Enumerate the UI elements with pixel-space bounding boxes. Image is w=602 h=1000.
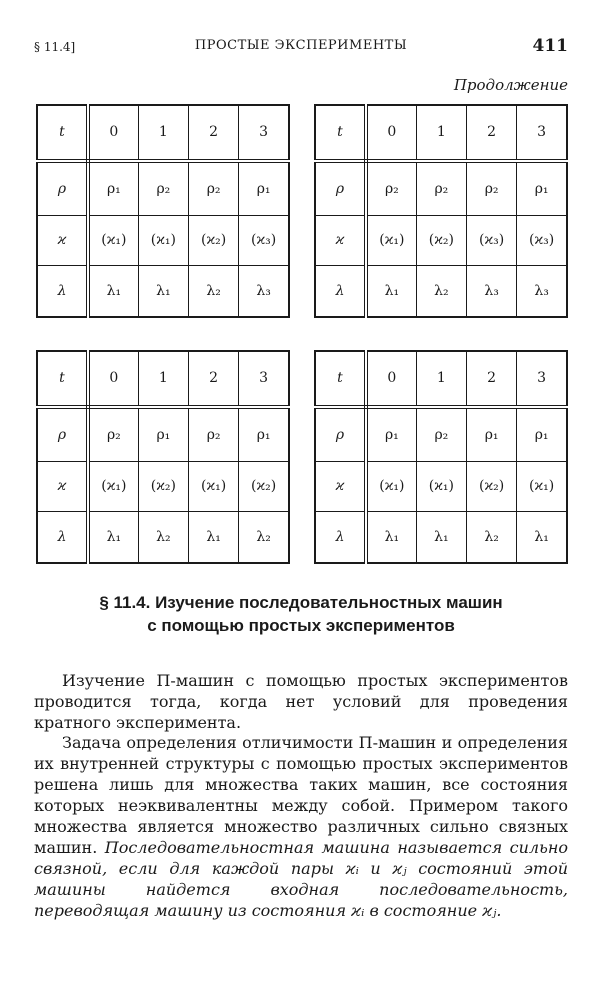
table-row xyxy=(315,105,567,161)
table-cell: λ₂ xyxy=(189,265,239,317)
table-cell: ρ₂ xyxy=(467,161,517,215)
table-cell: λ₂ xyxy=(416,265,466,317)
table-cell: (ϰ₁) xyxy=(366,215,416,265)
table-row xyxy=(315,461,567,511)
page-header xyxy=(34,38,568,58)
table-cell: (ϰ₁) xyxy=(189,461,239,511)
table-cell: (ϰ₃) xyxy=(467,215,517,265)
table-cell: ρ₂ xyxy=(189,161,239,215)
table-cell: ρ₂ xyxy=(189,407,239,461)
table-cell: ρ₂ xyxy=(138,161,188,215)
table-cell: λ₁ xyxy=(366,265,416,317)
table-cell: 3 xyxy=(239,351,289,407)
table-cell: ρ₁ xyxy=(239,161,289,215)
paragraph-1: Изучение П-машин с помощью простых экспериментов проводится тогда, когда нет условий для проведения кратного эксперимента. xyxy=(34,671,568,732)
table-cell: 1 xyxy=(416,351,466,407)
table-cell: λ₂ xyxy=(467,511,517,563)
row-label: λ xyxy=(37,265,88,317)
table-row xyxy=(315,265,567,317)
table-cell: λ₁ xyxy=(416,511,466,563)
table-row xyxy=(37,215,289,265)
table-cell: 1 xyxy=(138,351,188,407)
table-cell: (ϰ₁) xyxy=(138,215,188,265)
row-label: ρ xyxy=(315,407,366,461)
table-cell: (ϰ₂) xyxy=(189,215,239,265)
row-label: ϰ xyxy=(37,461,88,511)
table-cell: (ϰ₁) xyxy=(416,461,466,511)
row-label: ρ xyxy=(37,407,88,461)
table-cell: λ₁ xyxy=(88,265,138,317)
table-cell: (ϰ₁) xyxy=(517,461,567,511)
state-table-1 xyxy=(36,104,290,318)
table-row xyxy=(315,511,567,563)
table-cell: (ϰ₃) xyxy=(517,215,567,265)
table-cell: (ϰ₂) xyxy=(467,461,517,511)
table-row xyxy=(37,265,289,317)
table-cell: 0 xyxy=(88,105,138,161)
table-cell: 3 xyxy=(517,351,567,407)
header-title: ПРОСТЫЕ ЭКСПЕРИМЕНТЫ xyxy=(194,38,408,53)
table-cell: (ϰ₂) xyxy=(138,461,188,511)
table-cell: λ₁ xyxy=(189,511,239,563)
table-cell: ρ₁ xyxy=(239,407,289,461)
table-cell: λ₃ xyxy=(239,265,289,317)
table-cell: ρ₁ xyxy=(467,407,517,461)
table-row xyxy=(315,161,567,215)
table-cell: λ₂ xyxy=(239,511,289,563)
table-cell: λ₃ xyxy=(517,265,567,317)
table-cell: 2 xyxy=(189,351,239,407)
row-label: t xyxy=(37,351,88,407)
section-heading-line-2: с помощью простых экспериментов xyxy=(147,616,455,635)
table-cell: λ₁ xyxy=(517,511,567,563)
table-cell: ρ₁ xyxy=(517,407,567,461)
table-cell: ρ₁ xyxy=(88,161,138,215)
table-row xyxy=(37,407,289,461)
section-heading xyxy=(30,591,572,637)
state-table-3 xyxy=(36,350,290,564)
table-cell: (ϰ₁) xyxy=(88,461,138,511)
table-row xyxy=(315,407,567,461)
table-row xyxy=(37,461,289,511)
section-heading-line-1: § 11.4. Изучение последовательностных машин xyxy=(99,593,503,612)
table-cell: λ₂ xyxy=(138,511,188,563)
row-label: ϰ xyxy=(315,215,366,265)
table-cell: 1 xyxy=(138,105,188,161)
table-cell: ρ₁ xyxy=(366,407,416,461)
table-cell: 0 xyxy=(88,351,138,407)
state-table-4 xyxy=(314,350,568,564)
table-cell: 3 xyxy=(517,105,567,161)
table-cell: 0 xyxy=(366,105,416,161)
table-cell: ρ₁ xyxy=(138,407,188,461)
table-cell: (ϰ₁) xyxy=(88,215,138,265)
table-cell: (ϰ₂) xyxy=(239,461,289,511)
row-label: λ xyxy=(315,265,366,317)
table-cell: ρ₁ xyxy=(517,161,567,215)
table-cell: (ϰ₁) xyxy=(366,461,416,511)
table-cell: 2 xyxy=(189,105,239,161)
table-cell: (ϰ₃) xyxy=(239,215,289,265)
table-row xyxy=(37,105,289,161)
row-label: t xyxy=(315,351,366,407)
table-cell: ρ₂ xyxy=(366,161,416,215)
definition-italic-text: Последовательностная машина называется сильно связной, если для каждой пары ϰᵢ и ϰⱼ состояний этой машины найдется входная последовательность, переводящая машину из состояния ϰᵢ в состояние ϰⱼ. xyxy=(34,838,568,920)
table-cell: (ϰ₂) xyxy=(416,215,466,265)
table-cell: λ₁ xyxy=(138,265,188,317)
row-label: ϰ xyxy=(37,215,88,265)
table-cell: 0 xyxy=(366,351,416,407)
row-label: ϰ xyxy=(315,461,366,511)
table-row xyxy=(315,351,567,407)
table-row xyxy=(37,161,289,215)
row-label: λ xyxy=(315,511,366,563)
row-label: ρ xyxy=(315,161,366,215)
paragraph-2 xyxy=(34,732,568,921)
table-cell: ρ₂ xyxy=(88,407,138,461)
table-cell: λ₃ xyxy=(467,265,517,317)
table-cell: 2 xyxy=(467,105,517,161)
table-cell: ρ₂ xyxy=(416,407,466,461)
table-cell: λ₁ xyxy=(88,511,138,563)
table-cell: ρ₂ xyxy=(416,161,466,215)
row-label: ρ xyxy=(37,161,88,215)
row-label: t xyxy=(315,105,366,161)
header-section-ref: § 11.4] xyxy=(34,40,76,54)
row-label: t xyxy=(37,105,88,161)
paragraph-2-plain-text: Задача определения отличимости П-машин и определения их внутренней структуры с помощью простых экспериментов решена лишь для множества таких машин, все состояния которых неэквивалентны между собой. Примером такого множества является множество различных сильно связных машин. xyxy=(34,733,568,857)
table-row xyxy=(37,511,289,563)
row-label: λ xyxy=(37,511,88,563)
table-cell: λ₁ xyxy=(366,511,416,563)
table-row xyxy=(37,351,289,407)
table-cell: 1 xyxy=(416,105,466,161)
table-cell: 2 xyxy=(467,351,517,407)
state-table-2 xyxy=(314,104,568,318)
table-cell: 3 xyxy=(239,105,289,161)
continuation-label: Продолжение xyxy=(453,76,568,94)
table-row xyxy=(315,215,567,265)
page-number: 411 xyxy=(532,36,568,56)
